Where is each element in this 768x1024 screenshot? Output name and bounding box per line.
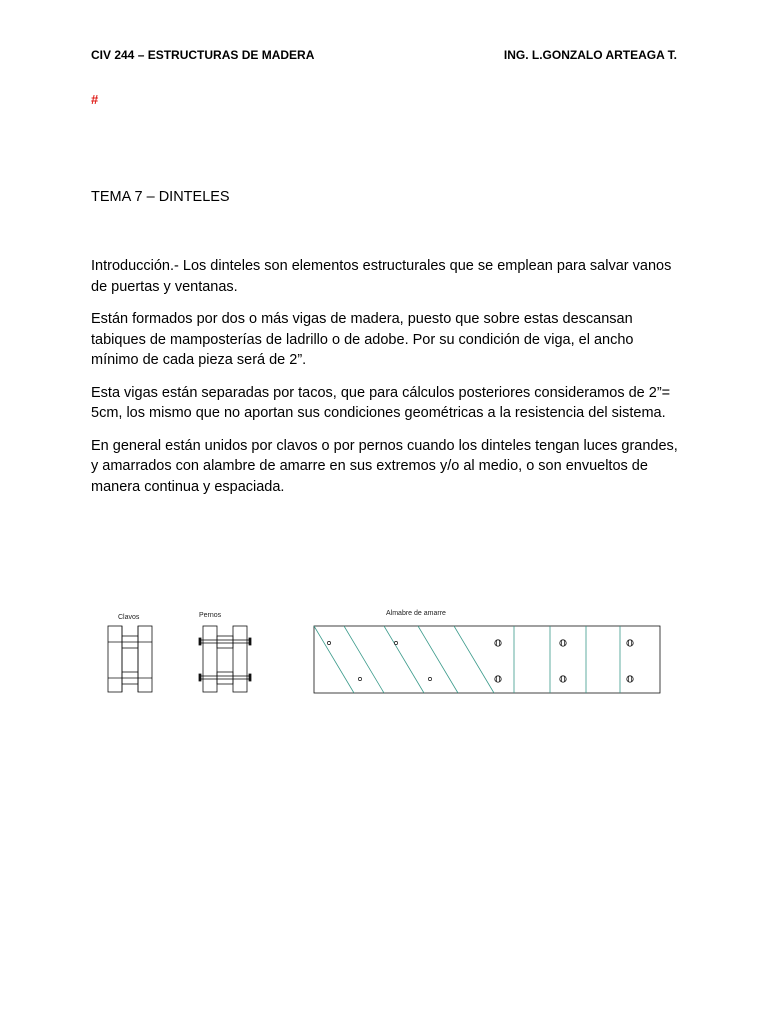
elevation-view (314, 626, 660, 693)
header-author: ING. L.GONZALO ARTEAGA T. (503, 48, 677, 62)
bolt-heads (495, 640, 633, 682)
nailed-beam-right (138, 626, 152, 692)
paragraph-joining: En general están unidos por clavos o por pernos cuando los dinteles tengan luces grandes, y amarrados con alambre de amarre en sus extremos y/o al medio, o son envueltos de manera continua y espaciada. (91, 437, 678, 495)
paragraph-formation: Están formados por dos o más vigas de madera, puesto que sobre estas descansan tabiques de mamposterías de ladrillo o de adobe. Por su condición de viga, el ancho mínimo de cada pieza será de 2”. (91, 311, 634, 368)
paragraph-intro: Introducción.- Los dinteles son elementos estructurales que se emplean para salvar vanos de puertas y ventanas. (91, 258, 672, 295)
bolted-section (199, 626, 251, 692)
bolted-block-bottom (217, 672, 233, 684)
nailed-beam-left (108, 626, 122, 692)
hash-mark: # (91, 92, 99, 107)
spaced-ties (514, 626, 620, 693)
paragraph-separation: Esta vigas están separadas por tacos, que para cálculos posteriores consideramos de 2”= 5cm, los mismo que no aportan sus condiciones geométricas a la resistencia del sistema. (91, 384, 671, 421)
bolt-bottom (200, 676, 250, 679)
lintel-figure (100, 602, 670, 707)
elevation-outline (314, 626, 660, 693)
bolt-top (200, 640, 250, 643)
bolted-block-top (217, 636, 233, 648)
continuous-wire (314, 626, 494, 693)
body-text (91, 256, 681, 509)
bolted-beam-left (203, 626, 217, 692)
nailed-section (108, 626, 152, 692)
header-course: CIV 244 – ESTRUCTURAS DE MADERA (91, 48, 315, 62)
bolt-marks (497, 641, 632, 682)
lintel-diagram (100, 602, 670, 702)
bolted-beam-right (233, 626, 247, 692)
label-alambre: Almabre de amarre (386, 610, 446, 617)
section-title: TEMA 7 – DINTELES (91, 189, 230, 205)
label-clavos: Clavos (118, 614, 140, 621)
label-pernos: Pernos (199, 612, 222, 619)
